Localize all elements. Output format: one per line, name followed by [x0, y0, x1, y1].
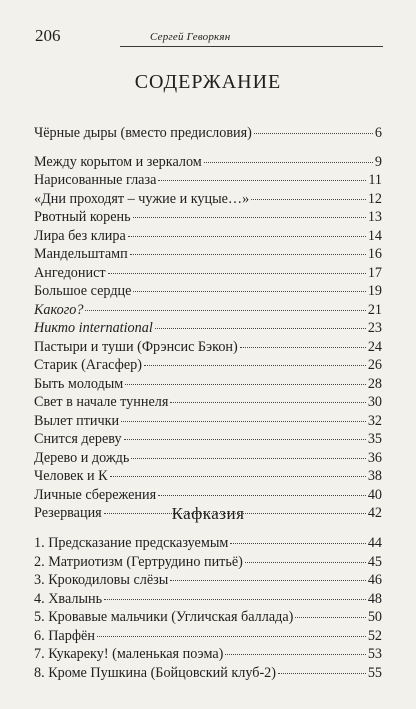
- dot-leader: [130, 254, 366, 255]
- toc-entry: [34, 301, 382, 320]
- toc-entry-page: 16: [367, 246, 382, 262]
- dot-leader: [230, 543, 365, 544]
- toc-entry: [34, 171, 382, 190]
- dot-leader: [158, 495, 366, 496]
- toc-entry: [34, 449, 382, 468]
- toc-entry-title: 5. Кровавые мальчики (Угличская баллада): [34, 609, 294, 625]
- toc-entry-title: Свет в начале туннеля: [34, 394, 169, 410]
- toc-entry-title: Нарисованные глаза: [34, 172, 157, 188]
- toc-section-list: [34, 534, 382, 682]
- toc-entry: [34, 412, 382, 431]
- toc-entry-title: 4. Хвалынь: [34, 590, 103, 607]
- toc-entry: [34, 282, 382, 301]
- toc-entry: [34, 553, 382, 572]
- toc-entry-page: 6: [374, 125, 382, 141]
- dot-leader: [254, 133, 373, 134]
- toc-entry-page: 46: [367, 572, 382, 588]
- toc-entry: [34, 608, 382, 627]
- toc-entry: [34, 208, 382, 227]
- toc-entry-title: Мандельштамп: [34, 246, 128, 262]
- dot-leader: [144, 365, 366, 366]
- toc-entry-title: Никто international: [34, 320, 153, 336]
- dot-leader: [124, 439, 366, 440]
- dot-leader: [121, 421, 366, 422]
- toc-entry-page: 55: [367, 664, 382, 681]
- dot-leader: [278, 673, 366, 674]
- toc-entry: [34, 338, 382, 357]
- toc-entry-title: Дерево и дождь: [34, 449, 130, 466]
- toc-entry-page: 13: [367, 209, 382, 225]
- toc-entry: [34, 124, 382, 143]
- toc-entry-title: Резервация: [34, 505, 102, 521]
- toc-entry-title: Пастыри и туши (Фрэнсис Бэкон): [34, 338, 238, 355]
- dot-leader: [295, 617, 365, 618]
- dot-leader: [110, 476, 366, 477]
- toc-entry-page: 17: [367, 264, 382, 281]
- toc-entry: [34, 319, 382, 338]
- dot-leader: [131, 458, 365, 459]
- dot-leader: [125, 384, 366, 385]
- toc-entry-title: Между корытом и зеркалом: [34, 153, 202, 170]
- dot-leader: [155, 328, 366, 329]
- page-number: 206: [35, 26, 61, 45]
- toc-entry-title: «Дни проходят – чужие и куцые…»: [34, 190, 250, 207]
- toc-entry-page: 42: [367, 505, 382, 521]
- toc-entry-title: Рвотный корень: [34, 209, 131, 225]
- toc-entry-title: 8. Кроме Пушкина (Бойцовский клуб-2): [34, 664, 276, 681]
- dot-leader: [97, 636, 366, 637]
- toc-entry-title: 7. Кукареку! (маленькая поэма): [34, 646, 224, 662]
- dot-leader: [108, 273, 366, 274]
- toc-entry: [34, 571, 382, 590]
- toc-entry-page: 35: [367, 431, 382, 447]
- toc-entry: [34, 153, 382, 172]
- toc-entry-page: 45: [367, 553, 382, 570]
- toc-entry-title: Большое сердце: [34, 283, 132, 299]
- dot-leader: [85, 310, 365, 311]
- toc-entry-title: Вылет птички: [34, 412, 120, 429]
- toc-entry-title: Быть молодым: [34, 375, 124, 392]
- toc-entry-page: 40: [367, 486, 382, 503]
- toc-entry-title: Какого?: [34, 301, 84, 318]
- toc-entry-title: Ангедонист: [34, 264, 106, 281]
- toc-entry-title: Человек и К: [34, 468, 108, 484]
- toc-entry: [34, 190, 382, 209]
- toc-entry-title: Лира без клира: [34, 227, 126, 244]
- dot-leader: [245, 562, 366, 563]
- toc-entry: [34, 534, 382, 553]
- toc-entry-title: Чёрные дыры (вместо предисловия): [34, 125, 252, 141]
- toc-entry: [34, 486, 382, 505]
- toc-entry: [34, 227, 382, 246]
- dot-leader: [170, 580, 366, 581]
- toc-entry-page: 21: [367, 301, 382, 318]
- toc-entry-page: 50: [367, 609, 382, 625]
- toc-entry: [34, 430, 382, 449]
- toc-entry-page: 52: [367, 627, 382, 644]
- toc-entry-page: 19: [367, 283, 382, 299]
- toc-entry-page: 38: [367, 468, 382, 484]
- toc-entry-title: Личные сбережения: [34, 486, 157, 503]
- dot-leader: [240, 347, 366, 348]
- toc-entry-page: 23: [367, 320, 382, 336]
- dot-leader: [128, 236, 366, 237]
- toc-entry: [34, 467, 382, 486]
- toc-entry-page: 28: [367, 375, 382, 392]
- toc-title: СОДЕРЖАНИЕ: [134, 71, 282, 93]
- header-rule: [120, 46, 383, 47]
- dot-leader: [204, 162, 373, 163]
- toc-entry: [34, 245, 382, 264]
- toc-entry-page: 12: [367, 190, 382, 207]
- toc-entry: [34, 664, 382, 683]
- toc-entry-page: 53: [367, 646, 382, 662]
- toc-entry-page: 30: [367, 394, 382, 410]
- dot-leader: [251, 199, 366, 200]
- toc-entry-page: 26: [367, 357, 382, 373]
- toc-entry: [34, 590, 382, 609]
- toc-entry-page: 9: [374, 153, 382, 170]
- toc-entry-page: 32: [367, 412, 382, 429]
- dot-leader: [104, 599, 366, 600]
- toc-entry-page: 48: [367, 590, 382, 607]
- running-head: Сергей Геворкян: [150, 31, 231, 43]
- dot-leader: [225, 654, 365, 655]
- toc-main-list: [34, 124, 382, 523]
- spacer: [34, 143, 382, 153]
- toc-entry: [34, 375, 382, 394]
- toc-entry-page: 14: [367, 227, 382, 244]
- toc-entry: [34, 393, 382, 412]
- section-title: Кафказия: [171, 504, 245, 523]
- toc-entry: [34, 356, 382, 375]
- toc-entry: [34, 645, 382, 664]
- dot-leader: [158, 180, 366, 181]
- dot-leader: [170, 402, 365, 403]
- toc-entry-page: 24: [367, 338, 382, 355]
- dot-leader: [133, 291, 365, 292]
- toc-entry-title: Снится дереву: [34, 431, 122, 447]
- toc-entry-title: 6. Парфён: [34, 627, 95, 644]
- toc-entry-title: 1. Предсказание предсказуемым: [34, 535, 229, 551]
- toc-entry-page: 44: [367, 535, 382, 551]
- toc-entry-page: 11: [368, 172, 382, 188]
- toc-entry-page: 36: [367, 449, 382, 466]
- toc-entry-title: 2. Матриотизм (Гертрудино питьё): [34, 553, 243, 570]
- toc-entry: [34, 627, 382, 646]
- toc-entry-title: 3. Крокодиловы слёзы: [34, 572, 169, 588]
- dot-leader: [133, 217, 366, 218]
- toc-entry: [34, 264, 382, 283]
- toc-entry-title: Старик (Агасфер): [34, 357, 142, 373]
